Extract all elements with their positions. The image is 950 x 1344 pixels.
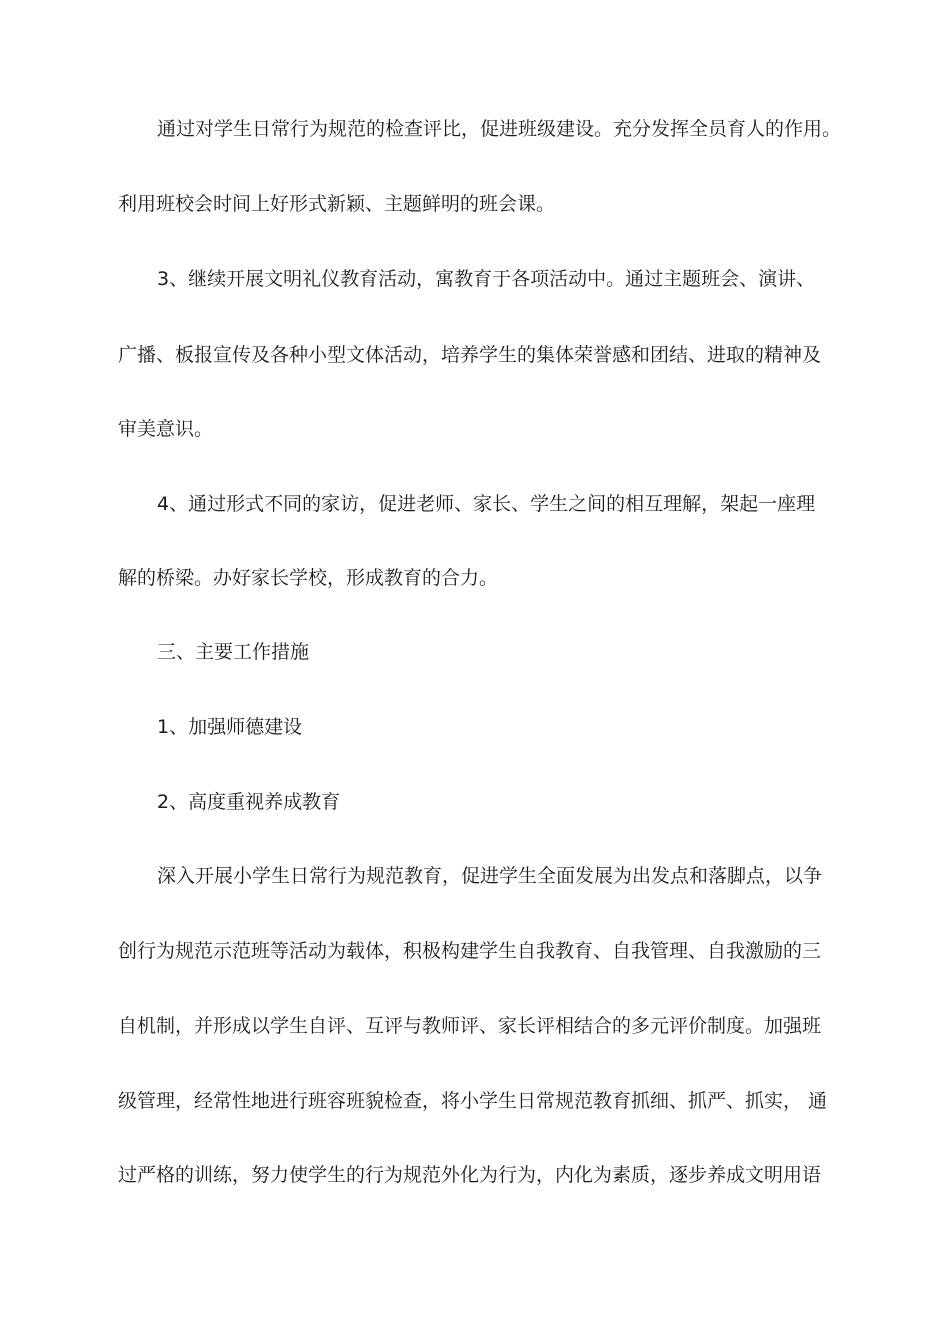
- paragraph-line: 通过对学生日常行为规范的检查评比，促进班级建设。充分发挥全员育人的作用。: [157, 118, 842, 140]
- subsection-heading: 2、高度重视养成教育: [157, 791, 341, 813]
- paragraph-line: 广播、板报宣传及各种小型文体活动，培养学生的集体荣誉感和团结、进取的精神及: [118, 344, 822, 366]
- paragraph-line: 深入开展小学生日常行为规范教育，促进学生全面发展为出发点和落脚点，以争: [157, 865, 823, 887]
- subsection-heading: 1、加强师德建设: [157, 716, 303, 738]
- paragraph-line: 级管理，经常性地进行班容班貌检查，将小学生日常规范教育抓细、抓严、抓实， 通: [118, 1090, 828, 1112]
- paragraph-line: 自机制，并形成以学生自评、互评与教师评、家长评相结合的多元评价制度。加强班: [118, 1015, 822, 1037]
- paragraph-line: 解的桥梁。办好家长学校，形成教育的合力。: [118, 567, 499, 589]
- paragraph-line: 利用班校会时间上好形式新颖、主题鲜明的班会课。: [118, 193, 556, 215]
- paragraph-line: 过严格的训练，努力使学生的行为规范外化为行为，内化为素质，逐步养成文明用语: [118, 1164, 822, 1186]
- section-heading: 三、主要工作措施: [157, 641, 310, 663]
- paragraph-line: 审美意识。: [118, 418, 214, 440]
- paragraph-line: 4、通过形式不同的家访，促进老师、家长、学生之间的相互理解，架起一座理: [157, 493, 816, 515]
- paragraph-line: 3、继续开展文明礼仪教育活动，寓教育于各项活动中。通过主题班会、演讲、: [157, 268, 816, 290]
- paragraph-line: 创行为规范示范班等活动为载体，积极构建学生自我教育、自我管理、自我激励的三: [118, 940, 822, 962]
